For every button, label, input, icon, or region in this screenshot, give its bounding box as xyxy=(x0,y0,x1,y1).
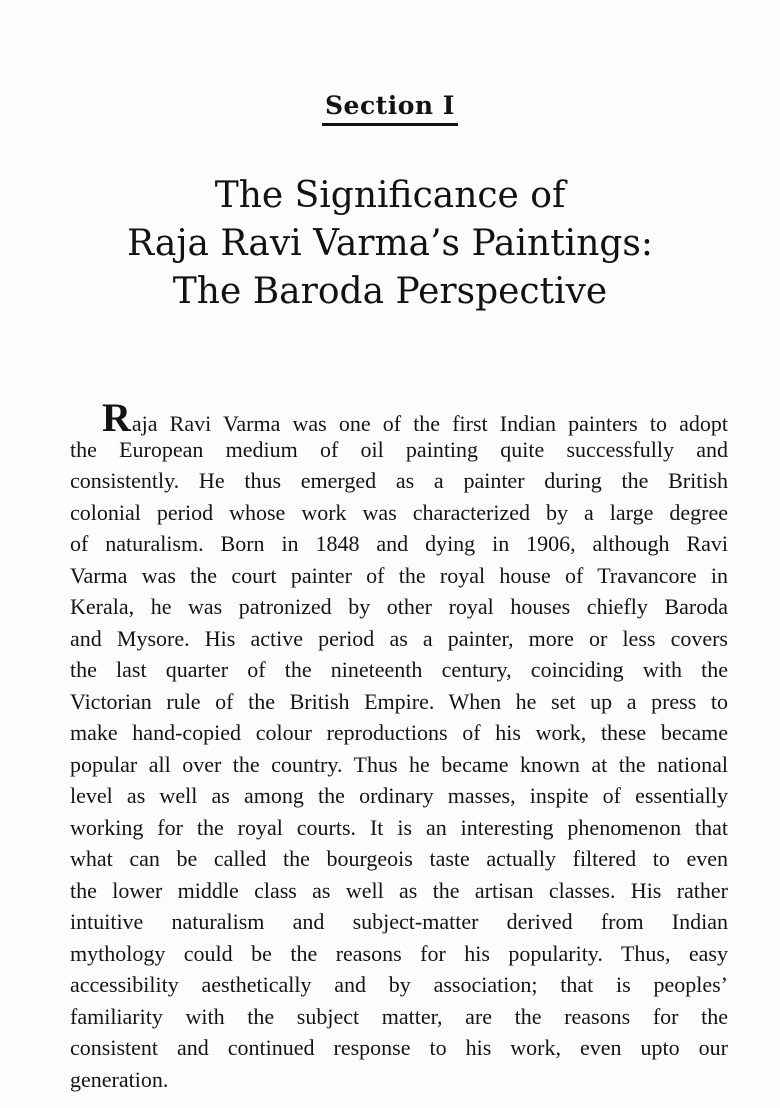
drop-cap: R xyxy=(102,395,132,440)
paragraph-line: the last quarter of the nineteenth century, coinciding with the xyxy=(70,657,728,682)
paragraph-line: what can be called the bourgeois taste actually filtered to even xyxy=(70,846,728,871)
paragraph-line: popular all over the country. Thus he became known at the national xyxy=(70,751,728,777)
paragraph-line: colonial period whose work was characterized by a large degree xyxy=(70,499,728,525)
paragraph-line: and Mysore. His active period as a painter, more or less covers xyxy=(70,625,728,651)
chapter-title xyxy=(0,172,780,316)
paragraph-line xyxy=(70,395,728,440)
section-heading: Section I xyxy=(322,92,458,126)
paragraph-line: Varma was the court painter of the royal house of Travancore in xyxy=(70,562,728,588)
paragraph-line: mythology could be the reasons for his popularity. Thus, easy xyxy=(70,940,728,966)
paragraph-line: generation. xyxy=(70,1066,169,1092)
section-heading-wrap xyxy=(0,0,780,126)
paragraph-line-text: aja Ravi Varma was one of the first Indian painters to adopt xyxy=(131,411,728,436)
paragraph-line: familiarity with the subject matter, are the reasons for the xyxy=(70,1003,728,1029)
paragraph-line: Victorian rule of the British Empire. When he set up a press to xyxy=(70,688,728,714)
paragraph-line: intuitive naturalism and subject-matter derived from Indian xyxy=(70,909,728,934)
chapter-title-line: Raja Ravi Varma’s Paintings: xyxy=(126,223,654,264)
paragraph-line: Kerala, he was patronized by other royal houses chiefly Baroda xyxy=(70,594,728,619)
paragraph-line: level as well as among the ordinary masses, inspite of essentially xyxy=(70,783,728,808)
paragraph-line: consistently. He thus emerged as a painter during the British xyxy=(70,468,728,493)
paragraph-line: consistent and continued response to his work, even upto our xyxy=(70,1035,728,1060)
chapter-title-line: The Baroda Perspective xyxy=(172,271,608,312)
paragraph-line: accessibility aesthetically and by association; that is peoples’ xyxy=(70,972,728,997)
chapter-title-line: The Significance of xyxy=(214,175,566,216)
paragraph-line: working for the royal courts. It is an interesting phenomenon that xyxy=(70,814,728,840)
body-paragraph xyxy=(70,395,728,1095)
paragraph-line: make hand-copied colour reproductions of his work, these became xyxy=(70,720,728,745)
paragraph-line: of naturalism. Born in 1848 and dying in 1906, although Ravi xyxy=(70,531,728,556)
paragraph-line: the lower middle class as well as the artisan classes. His rather xyxy=(70,877,728,903)
paragraph-line: the European medium of oil painting quite successfully and xyxy=(70,436,728,462)
